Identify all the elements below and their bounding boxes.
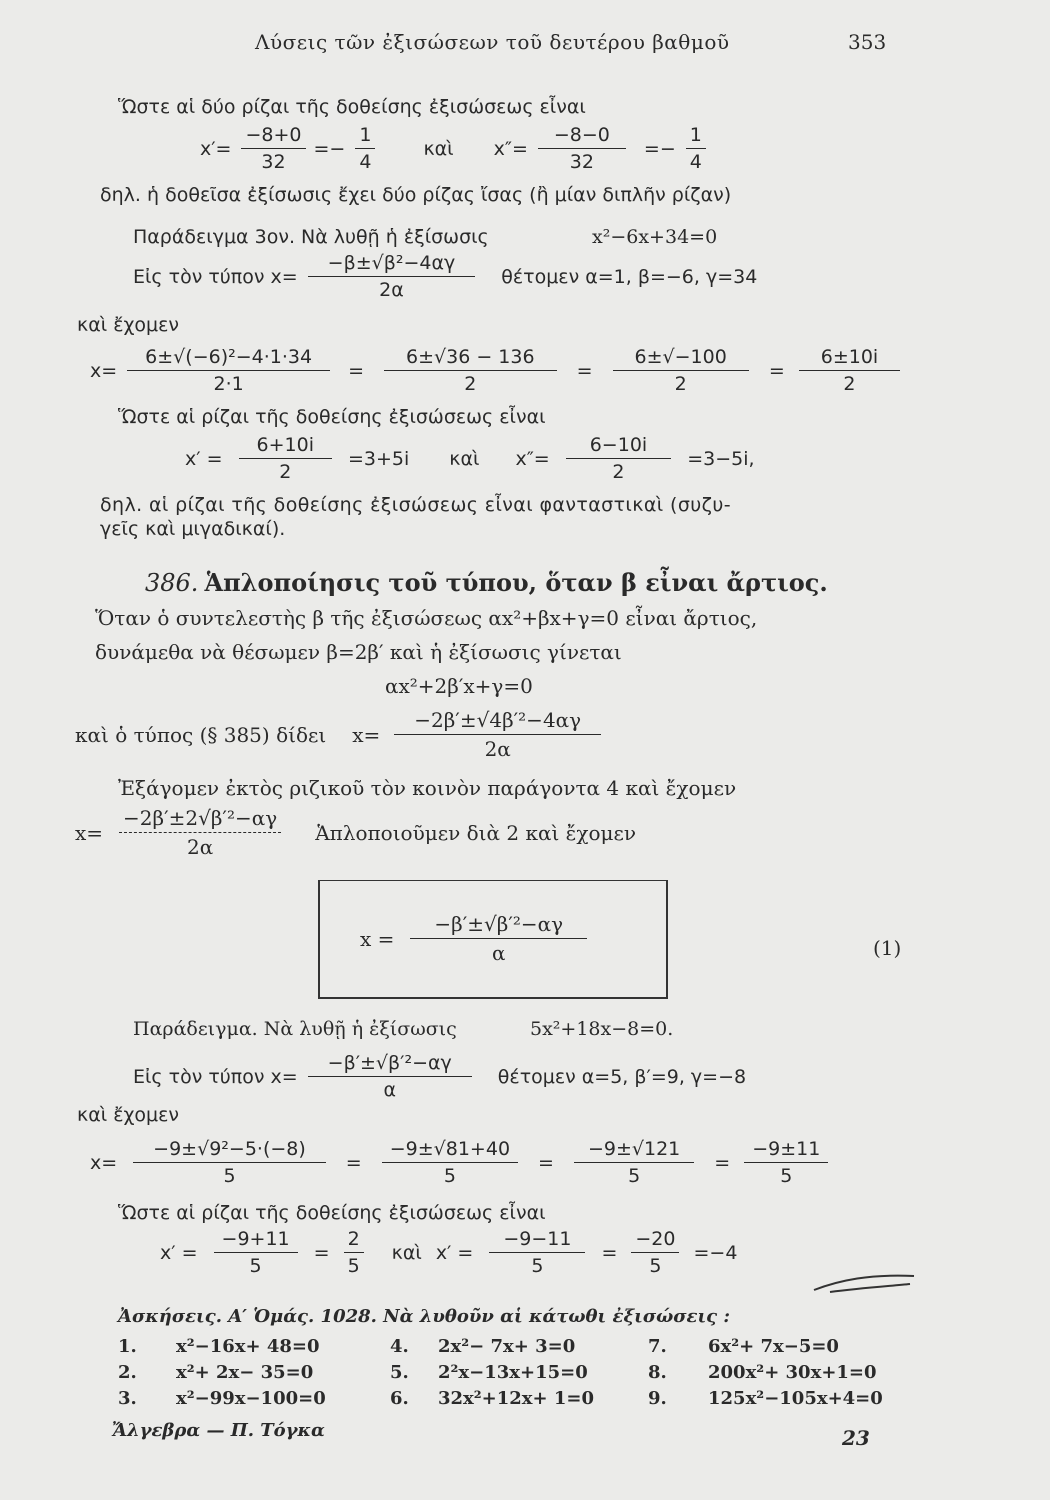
exercise-equation: 2x²− 7x+ 3=0 xyxy=(438,1336,576,1357)
exercise-number: 9. xyxy=(648,1388,667,1409)
r1-den: 2 xyxy=(279,461,292,483)
factor-line: Ἐξάγομεν ἐκτὸς ριζικοῦ τὸν κοινὸν παράγοντα 4 καὶ ἔχομεν xyxy=(118,776,737,800)
exercise-equation: x²+ 2x− 35=0 xyxy=(176,1362,314,1383)
r2-lhs: x″= xyxy=(515,447,550,470)
exercise-number: 5. xyxy=(390,1362,409,1383)
boxed-formula xyxy=(360,912,603,965)
ex4-conj: καὶ xyxy=(391,1241,422,1264)
example3-equation: x²−6x+34=0 xyxy=(592,226,718,248)
ex4-r2-mid-den: 5 xyxy=(649,1255,662,1277)
x1-lhs: x′= xyxy=(200,137,232,160)
ex4-formula-prefix: Εἰς τὸν τύπον x= xyxy=(133,1065,298,1088)
r2-result: =3−5i, xyxy=(687,447,755,470)
eq-sign: = xyxy=(768,359,785,382)
example3-steps xyxy=(90,346,914,395)
substitution: θέτομεν α=1, β=−6, γ=34 xyxy=(501,265,758,288)
ex4-roots-line xyxy=(160,1228,741,1277)
r1-lhs: x′ = xyxy=(185,447,223,470)
ex4-step1-num: −9±√9²−5·(−8) xyxy=(133,1138,326,1163)
section-line1: Ὅταν ὁ συντελεστὴς β τῆς ἐξισώσεως αx²+βx+γ=0 εἶναι ἄρτιος, xyxy=(95,606,758,630)
example4-formula-line xyxy=(133,1052,750,1101)
ex4-step3-num: −9±√121 xyxy=(574,1138,694,1163)
boxed-den: α xyxy=(492,941,506,965)
section-line2: δυνάμεθα νὰ θέσωμεν β=2β′ καὶ ἡ ἐξίσωσις γίνεται xyxy=(95,640,622,664)
x2-fraction xyxy=(538,124,630,173)
r1-fraction xyxy=(239,434,336,483)
factored-den: 2α xyxy=(187,835,214,859)
exercise-number: 3. xyxy=(118,1388,137,1409)
roots-equation-line xyxy=(200,124,714,173)
x2-result xyxy=(686,124,710,173)
ex4-eq1: = xyxy=(313,1241,330,1264)
example4-equation: 5x²+18x−8=0. xyxy=(530,1018,674,1040)
exercise-number: 1. xyxy=(118,1336,137,1357)
ex4-eq-sign: = xyxy=(714,1151,731,1174)
ex4-step2 xyxy=(382,1138,522,1187)
imaginary-note-line1: δηλ. αἱ ρίζαι τῆς δοθείσης ἐξισώσεως εἶναι φανταστικαὶ (συζυ- xyxy=(100,494,732,516)
exercise-equation: 2²x−13x+15=0 xyxy=(438,1362,588,1383)
section-title: Ἁπλοποίησις τοῦ τύπου, ὅταν β εἶναι ἄρτιος. xyxy=(204,568,828,597)
printer-signature: 23 xyxy=(842,1426,870,1450)
section-equation: αx²+2β′x+γ=0 xyxy=(385,674,533,698)
step1-den: 2·1 xyxy=(213,373,244,395)
ex4-roots-intro: Ὥστε αἱ ρίζαι τῆς δοθείσης ἐξισώσεως εἶναι xyxy=(118,1202,546,1224)
ex4-substitution: θέτομεν α=5, β′=9, γ=−8 xyxy=(497,1065,747,1088)
page-number: 353 xyxy=(848,30,887,54)
x-lhs: x= xyxy=(90,359,118,382)
x2-res-num: 1 xyxy=(686,124,706,149)
complex-roots-line xyxy=(185,434,759,483)
x1-eq: =− xyxy=(313,137,346,160)
simplify-text: Ἁπλοποιοῦμεν διὰ 2 καὶ ἔχομεν xyxy=(315,820,637,845)
running-title: Λύσεις τῶν ἐξισώσεων τοῦ δευτέρου βαθμοῦ xyxy=(255,30,730,54)
imaginary-note-line2: γεῖς καὶ μιγαδικαί). xyxy=(100,518,286,540)
ex4-eq2: = xyxy=(601,1241,618,1264)
r2-den: 2 xyxy=(612,461,625,483)
boxed-num: −β′±√β′²−αγ xyxy=(410,912,587,939)
x1-result xyxy=(355,124,379,173)
ex4-r1-mid xyxy=(344,1228,368,1277)
exercises-heading: Ἀσκήσεις. Α′ Ὁμάς. 1028. Νὰ λυθοῦν αἱ κάτωθι ἐξισώσεις : xyxy=(118,1306,731,1327)
step4 xyxy=(799,346,904,395)
example3-title: Παράδειγμα 3ον. Νὰ λυθῇ ἡ ἐξίσωσις xyxy=(133,226,489,248)
step2-num: 6±√36 − 136 xyxy=(384,346,557,371)
formula-den: 2α xyxy=(379,279,404,301)
section-formula-den: 2α xyxy=(484,737,511,761)
step4-num: 6±10i xyxy=(799,346,900,371)
page-header xyxy=(0,30,1050,70)
ex4-r2-fraction xyxy=(489,1228,589,1277)
quadratic-formula xyxy=(308,252,480,301)
formula-text: καὶ ὁ τύπος (§ 385) δίδει xyxy=(75,722,327,747)
ex4-r1-lhs: x′ = xyxy=(160,1241,198,1264)
r1-result: =3+5i xyxy=(348,447,410,470)
exercise-number: 4. xyxy=(390,1336,409,1357)
step2-den: 2 xyxy=(464,373,477,395)
ex4-step1-den: 5 xyxy=(223,1165,236,1187)
ex4-formula xyxy=(308,1052,476,1101)
eq-sign: = xyxy=(348,359,365,382)
double-root-note: δηλ. ἡ δοθεῖσα ἐξίσωσις ἔχει δύο ρίζας ἴσας (ἢ μίαν διπλῆν ρίζαν) xyxy=(100,184,732,206)
conj-and: καὶ xyxy=(423,137,454,160)
footer-book-title: Ἄλγεβρα — Π. Τόγκα xyxy=(112,1420,325,1441)
step1 xyxy=(127,346,334,395)
ex4-step3 xyxy=(574,1138,698,1187)
ex4-eq-sign: = xyxy=(538,1151,554,1174)
ex4-step2-den: 5 xyxy=(443,1165,456,1187)
formula-num: −β±√β²−4αγ xyxy=(308,252,476,277)
ex4-r1-num: −9+11 xyxy=(214,1228,298,1253)
step4-den: 2 xyxy=(843,373,856,395)
exercise-number: 2. xyxy=(118,1362,137,1383)
exercise-equation: x²−99x−100=0 xyxy=(176,1388,326,1409)
section-heading xyxy=(145,568,828,597)
ex4-r1-den: 5 xyxy=(249,1255,262,1277)
x2-den: 32 xyxy=(569,151,594,173)
ex4-step2-num: −9±√81+40 xyxy=(382,1138,518,1163)
exercise-number: 8. xyxy=(648,1362,667,1383)
step1-num: 6±√(−6)²−4·1·34 xyxy=(127,346,330,371)
ex4-r2-num: −9−11 xyxy=(489,1228,585,1253)
ex4-eq-sign: = xyxy=(345,1151,362,1174)
ex4-formula-num: −β′±√β′²−αγ xyxy=(308,1052,472,1077)
exercise-number: 6. xyxy=(390,1388,409,1409)
ex4-step4-num: −9±11 xyxy=(744,1138,828,1163)
x2-res-den: 4 xyxy=(689,151,702,173)
step3-den: 2 xyxy=(674,373,687,395)
factored-lhs: x= xyxy=(75,820,104,845)
x2-eq: =− xyxy=(643,137,676,160)
x2-num: −8−0 xyxy=(538,124,626,149)
ex4-r2-mid-num: −20 xyxy=(631,1228,679,1253)
roots-intro: Ὥστε αἱ δύο ρίζαι τῆς δοθείσης ἐξισώσεως εἶναι xyxy=(118,96,586,118)
factored-formula xyxy=(119,806,285,859)
example3-formula-line xyxy=(133,252,761,301)
example4-title: Παράδειγμα. Νὰ λυθῇ ἡ ἐξίσωσις xyxy=(133,1018,457,1040)
ex4-r2-lhs: x′ = xyxy=(435,1241,474,1264)
boxed-lhs: x = xyxy=(360,926,395,951)
ex4-formula-den: α xyxy=(383,1079,396,1101)
exercise-equation: 200x²+ 30x+1=0 xyxy=(708,1362,877,1383)
r1-num: 6+10i xyxy=(239,434,332,459)
ex4-step4 xyxy=(744,1138,832,1187)
formula-lhs: x= xyxy=(352,722,381,747)
section-formula-line xyxy=(75,708,615,761)
conj-and-2: καὶ xyxy=(449,447,480,470)
ex4-r2-mid xyxy=(631,1228,683,1277)
roots-intro-2: Ὥστε αἱ ρίζαι τῆς δοθείσης ἐξισώσεως εἶναι xyxy=(118,406,546,428)
step3 xyxy=(613,346,753,395)
and-we-have: καὶ ἔχομεν xyxy=(77,314,180,336)
ex4-r1-fraction xyxy=(214,1228,302,1277)
ex4-r1-mid-num: 2 xyxy=(344,1228,364,1253)
pen-flourish xyxy=(810,1268,920,1298)
step2 xyxy=(384,346,561,395)
factored-line xyxy=(75,806,640,859)
exercise-equation: 125x²−105x+4=0 xyxy=(708,1388,883,1409)
equation-label: (1) xyxy=(873,936,902,960)
section-number: 386. xyxy=(145,569,199,597)
ex4-r2-den: 5 xyxy=(531,1255,544,1277)
exercise-number: 7. xyxy=(648,1336,667,1357)
x2-lhs: x″= xyxy=(493,137,528,160)
exercise-equation: 32x²+12x+ 1=0 xyxy=(438,1388,595,1409)
r2-num: 6−10i xyxy=(566,434,671,459)
r2-fraction xyxy=(566,434,675,483)
factored-num: −2β′±2√β′²−αγ xyxy=(119,806,281,833)
section-formula-num: −2β′±√4β′²−4αγ xyxy=(394,708,601,735)
ex4-and-we-have: καὶ ἔχομεν xyxy=(77,1104,180,1126)
boxed-fraction xyxy=(410,912,591,965)
eq-sign: = xyxy=(576,359,593,382)
ex4-x-lhs: x= xyxy=(90,1151,118,1174)
x1-res-num: 1 xyxy=(355,124,375,149)
example4-steps xyxy=(90,1138,842,1187)
x1-fraction xyxy=(241,124,309,173)
formula-prefix: Εἰς τὸν τύπον x= xyxy=(133,265,298,288)
exercise-equation: x²−16x+ 48=0 xyxy=(176,1336,320,1357)
ex4-step1 xyxy=(133,1138,330,1187)
section-formula xyxy=(394,708,605,761)
exercise-equation: 6x²+ 7x−5=0 xyxy=(708,1336,839,1357)
ex4-r1-mid-den: 5 xyxy=(347,1255,360,1277)
step3-num: 6±√−100 xyxy=(613,346,749,371)
x1-num: −8+0 xyxy=(241,124,305,149)
ex4-step4-den: 5 xyxy=(780,1165,793,1187)
x1-den: 32 xyxy=(261,151,286,173)
ex4-r2-result: =−4 xyxy=(693,1241,738,1264)
x1-res-den: 4 xyxy=(359,151,372,173)
ex4-step3-den: 5 xyxy=(628,1165,641,1187)
